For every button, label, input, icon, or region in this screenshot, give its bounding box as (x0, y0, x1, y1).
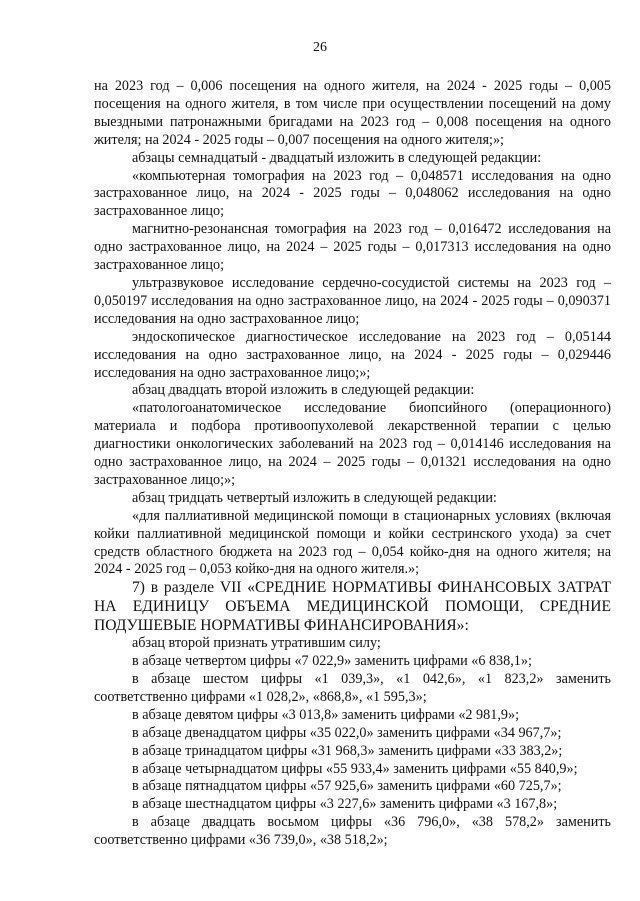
paragraph-amendment: в абзаце двенадцатом цифры «35 022,0» заменить цифрами «34 967,7»; (132, 724, 562, 741)
document-body (94, 78, 611, 850)
paragraph-amendment: в абзаце шестом цифры «1 039,3», «1 042,6», «1 823,2» заменить соответственно цифрами «1 028,2», «868,8», «1 595,3»; (94, 670, 611, 705)
paragraph-quoted: «компьютерная томография на 2023 год – 0,048571 исследования на одно застрахованное лицо, на 2024 - 2025 годы – 0,048062 исследования на одно застрахованное лицо; (94, 167, 611, 220)
paragraph-amendment: абзац второй признать утратившим силу; (132, 635, 381, 652)
paragraph-amendment: в абзаце пятнадцатом цифры «57 925,6» заменить цифрами «60 725,7»; (132, 778, 562, 795)
paragraph-instruction: абзац двадцать второй изложить в следующей редакции: (132, 382, 475, 399)
paragraph-quoted: магнитно-резонансная томография на 2023 год – 0,016472 исследования на одно застрахованное лицо, на 2024 – 2025 годы – 0,017313 исследования на одно застрахованное лицо; (94, 221, 611, 274)
section-heading-paragraph: 7) в разделе VII «СРЕДНИЕ НОРМАТИВЫ ФИНАНСОВЫХ ЗАТРАТ НА ЕДИНИЦУ ОБЪЕМА МЕДИЦИНСКОЙ ПОМОЩИ, СРЕДНИЕ ПОДУШЕВЫЕ НОРМАТИВЫ ФИНАНСИРОВАНИЯ»: (94, 579, 611, 634)
paragraph-quoted: ультразвуковое исследование сердечно-сосудистой системы на 2023 год – 0,050197 исследования на одно застрахованное лицо, на 2024 - 2025 годы – 0,090371 исследования на одно застрахованное лицо; (94, 274, 611, 327)
paragraph-amendment: в абзаце четвертом цифры «7 022,9» заменить цифрами «6 838,1»; (132, 653, 532, 670)
paragraph-continuation: на 2023 год – 0,006 посещения на одного жителя, на 2024 - 2025 годы – 0,005 посещения на одного жителя, в том числе при осуществлении посещений на дому выездными патронажными бригадами на 2023 год – 0,008 посещения на одного жителя; на 2024 - 2025 годы – 0,007 посещения на одного жителя;»; (94, 78, 611, 148)
paragraph-amendment: в абзаце девятом цифры «3 013,8» заменить цифрами «2 981,9»; (132, 706, 520, 723)
paragraph-amendment: в абзаце тринадцатом цифры «31 968,3» заменить цифрами «33 383,2»; (132, 742, 563, 759)
paragraph-quoted: эндоскопическое диагностическое исследование на 2023 год – 0,05144 исследования на одно застрахованное лицо, на 2024 - 2025 годы – 0,029446 исследования на одно застрахованное лицо;»; (94, 328, 611, 381)
paragraph-quoted: «патологоанатомическое исследование биопсийного (операционного) материала и подбора противоопухолевой лекарственной терапии с целью диагностики онкологических заболеваний на 2023 год – 0,014146 исследования на одно застрахованное лицо, на 2024 – 2025 годы – 0,01321 исследования на одно застрахованное лицо;»; (94, 400, 611, 488)
paragraph-amendment: в абзаце четырнадцатом цифры «55 933,4» заменить цифрами «55 840,9»; (132, 760, 578, 777)
paragraph-amendment: в абзаце двадцать восьмом цифры «36 796,0», «38 578,2» заменить соответственно цифрами «36 739,0», «38 518,2»; (94, 814, 611, 849)
paragraph-amendment: в абзаце шестнадцатом цифры «3 227,6» заменить цифрами «3 167,8»; (132, 796, 558, 813)
paragraph-quoted: «для паллиативной медицинской помощи в стационарных условиях (включая койки паллиативной медицинской помощи и койки сестринского ухода) за счет средств областного бюджета на 2023 год – 0,054 койко-дня на одного жителя; на 2024 - 2025 год – 0,053 койко-дня на одного жителя.»; (94, 507, 611, 578)
paragraph-instruction: абзац тридцать четвертый изложить в следующей редакции: (132, 489, 497, 506)
paragraph-instruction: абзацы семнадцатый - двадцатый изложить в следующей редакции: (132, 149, 542, 166)
page-number: 26 (313, 40, 327, 55)
